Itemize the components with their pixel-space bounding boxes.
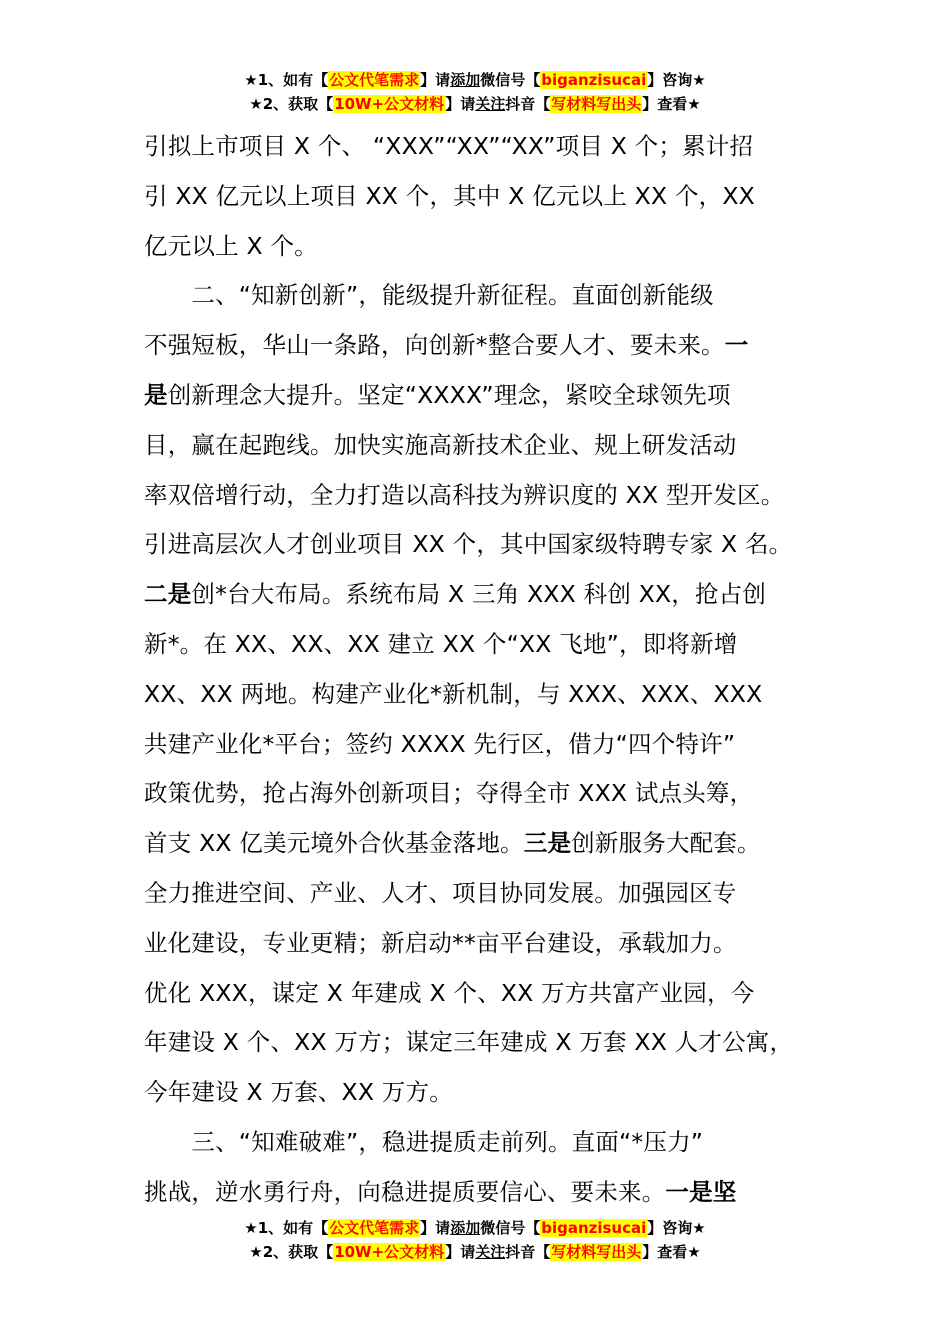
text-line: 全力推进空间、产业、人才、项目协同发展。加强园区专 xyxy=(144,878,737,907)
banner-line-2: ★2、获取【10W+公文材料】请关注抖音【写材料写出头】查看★ xyxy=(249,1243,701,1261)
text-line: 目，赢在起跑线。加快实施高新技术企业、规上研发活动 xyxy=(144,430,737,459)
text-line: 二是创*台大布局。系统布局 X 三角 XXX 科创 XX，抢占创 xyxy=(144,580,767,609)
highlight-service: 公文代笔需求 xyxy=(329,71,420,89)
text-line: 首支 XX 亿美元境外合伙基金落地。三是创新服务大配套。 xyxy=(144,829,761,858)
text-line: 共建产业化*平台；签约 XXXX 先行区，借力“四个特许” xyxy=(144,729,736,758)
banner-line-1: ★1、如有【公文代笔需求】请添加微信号【biganzisucai】咨询★ xyxy=(244,1219,706,1237)
highlight-materials: 10W+公文材料 xyxy=(334,95,445,113)
header-banner xyxy=(0,68,950,116)
highlight-materials: 10W+公文材料 xyxy=(334,1243,445,1261)
document-body xyxy=(144,122,824,1218)
highlight-douyin: 写材料写出头 xyxy=(551,95,642,113)
text-line: 引 XX 亿元以上项目 XX 个，其中 X 亿元以上 XX 个，XX xyxy=(144,181,755,210)
text-line: XX、XX 两地。构建产业化*新机制，与 XXX、XXX、XXX xyxy=(144,679,763,708)
highlight-wechat-id: biganzisucai xyxy=(541,71,647,89)
text-line: 率双倍增行动，全力打造以高科技为辨识度的 XX 型开发区。 xyxy=(144,480,785,509)
text-line: 是创新理念大提升。坚定“XXXX”理念，紧咬全球领先项 xyxy=(144,380,731,409)
text-line: 三、“知难破难”，稳进提质走前列。直面“*压力” xyxy=(144,1127,704,1156)
text-line: 业化建设，专业更精；新启动**亩平台建设，承载加力。 xyxy=(144,928,737,957)
text-line: 亿元以上 X 个。 xyxy=(144,231,318,260)
text-line: 今年建设 X 万套、XX 万方。 xyxy=(144,1078,453,1107)
banner-line-2: ★2、获取【10W+公文材料】请关注抖音【写材料写出头】查看★ xyxy=(249,95,701,113)
text-line: 引拟上市项目 X 个、 “XXX”“XX”“XX”项目 X 个；累计招 xyxy=(144,132,754,160)
highlight-douyin: 写材料写出头 xyxy=(551,1243,642,1261)
text-line: 年建设 X 个、XX 万方；谋定三年建成 X 万套 XX 人才公寓， xyxy=(144,1028,794,1057)
text-line: 挑战，逆水勇行舟，向稳进提质要信心、要未来。一是坚 xyxy=(144,1177,737,1206)
text-line: 政策优势，抢占海外创新项目；夺得全市 XXX 试点头筹， xyxy=(144,779,754,808)
highlight-wechat-id: biganzisucai xyxy=(541,1219,647,1237)
text-line: 不强短板，华山一条路，向创新*整合要人才、要未来。一 xyxy=(144,331,749,360)
banner-line-1: ★1、如有【公文代笔需求】请添加微信号【biganzisucai】咨询★ xyxy=(244,71,706,89)
highlight-service: 公文代笔需求 xyxy=(329,1219,420,1237)
text-line: 优化 XXX，谋定 X 年建成 X 个、XX 万方共富产业园，今 xyxy=(144,978,755,1007)
text-line: 引进高层次人才创业项目 XX 个，其中国家级特聘专家 X 名。 xyxy=(144,530,793,559)
footer-banner xyxy=(0,1216,950,1264)
text-line: 二、“知新创新”，能级提升新征程。直面创新能级 xyxy=(144,281,714,310)
text-line: 新*。在 XX、XX、XX 建立 XX 个“XX 飞地”，即将新增 xyxy=(144,629,738,658)
